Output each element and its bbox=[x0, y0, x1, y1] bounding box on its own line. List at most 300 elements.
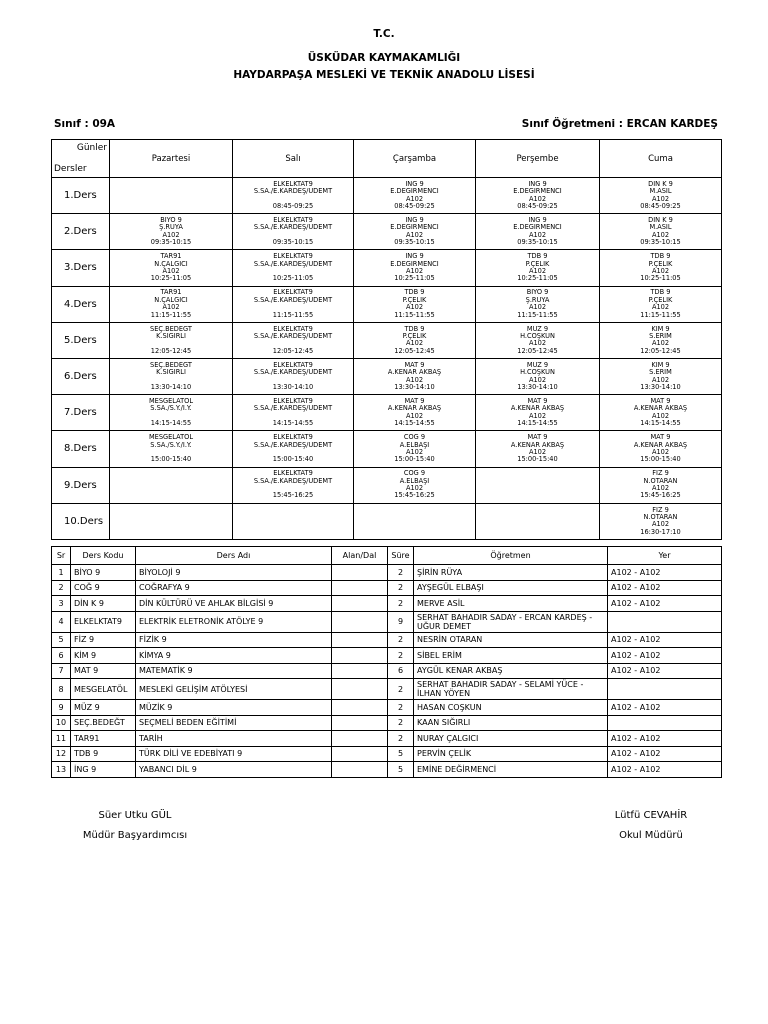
lesson-slot bbox=[600, 178, 722, 214]
teacher-cell: SERHAT BAHADIR SADAY - SELAMİ YÜCE - İLHAN YÖYEN bbox=[414, 679, 608, 700]
slot-line: 13:30-14:10 bbox=[517, 383, 558, 391]
day-header: Perşembe bbox=[476, 140, 600, 178]
teacher-cell: PERVİN ÇELİK bbox=[414, 746, 608, 762]
table-row bbox=[52, 611, 722, 632]
lesson-slot bbox=[600, 322, 722, 358]
lesson-slot bbox=[476, 467, 600, 503]
slot-line: 12:05-12:45 bbox=[394, 347, 435, 355]
field-branch-cell bbox=[332, 700, 388, 716]
slot-line: S.ERİM bbox=[649, 369, 672, 377]
lesson-slot bbox=[600, 503, 722, 539]
lesson-slot bbox=[110, 286, 233, 322]
schedule-corner-cell bbox=[52, 140, 110, 178]
lesson-slot bbox=[233, 431, 354, 467]
slot-line: 15:00-15:40 bbox=[394, 456, 435, 464]
schedule-body bbox=[52, 178, 722, 540]
lesson-slot bbox=[233, 178, 354, 214]
slot-line: A.KENAR AKBAŞ bbox=[510, 441, 565, 449]
slot-line: FİZ 9 bbox=[652, 470, 669, 478]
duration-cell: 2 bbox=[388, 731, 414, 747]
slot-line: A102 bbox=[405, 304, 424, 312]
lesson-slot bbox=[233, 214, 354, 250]
teacher-cell: MERVE ASİL bbox=[414, 596, 608, 612]
slot-line: 09:35-10:15 bbox=[517, 239, 558, 247]
slot-line: N.ÇALGICI bbox=[154, 296, 188, 304]
slot-line: 10:25-11:05 bbox=[272, 275, 314, 283]
header-school-name: HAYDARPAŞA MESLEKİ VE TEKNİK ANADOLU LİSESİ bbox=[233, 69, 535, 81]
slot-line: H.COŞKUN bbox=[520, 332, 555, 340]
period-label: 4.Ders bbox=[52, 286, 110, 322]
slot-line: 12:05-12:45 bbox=[517, 347, 558, 355]
day-header: Çarşamba bbox=[354, 140, 476, 178]
course-name-cell: YABANCI DİL 9 bbox=[136, 762, 332, 778]
slot-line: 09:35-10:15 bbox=[640, 239, 681, 247]
slot-line bbox=[110, 377, 232, 384]
location-cell: A102 - A102 bbox=[608, 700, 722, 716]
class-teacher-label: Sınıf Öğretmeni : ERCAN KARDEŞ bbox=[521, 118, 718, 130]
days-axis-label: Günler bbox=[76, 143, 107, 153]
lesson-slot bbox=[110, 395, 233, 431]
column-header: Ders Kodu bbox=[71, 547, 136, 565]
slot-line: MAT 9 bbox=[404, 361, 425, 369]
table-row bbox=[52, 596, 722, 612]
duration-cell: 2 bbox=[388, 700, 414, 716]
lesson-slot bbox=[476, 395, 600, 431]
slot-line: 09:35-10:15 bbox=[394, 239, 435, 247]
slot-line: MESGELATÖL bbox=[148, 434, 194, 442]
slot-line bbox=[233, 485, 353, 492]
slot-line: MAT 9 bbox=[527, 397, 548, 405]
table-row bbox=[52, 632, 722, 648]
lesson-slot bbox=[233, 358, 354, 394]
lesson-slot bbox=[354, 178, 476, 214]
slot-line: TAR91 bbox=[160, 289, 182, 297]
location-cell: A102 - A102 bbox=[608, 596, 722, 612]
slot-line: 12:05-12:45 bbox=[272, 347, 314, 355]
table-row bbox=[52, 663, 722, 679]
header-kaymakamlik: ÜSKÜDAR KAYMAKAMLIĞI bbox=[307, 52, 461, 64]
course-name-cell: TARİH bbox=[136, 731, 332, 747]
slot-line: H.COŞKUN bbox=[520, 369, 555, 377]
period-row bbox=[52, 358, 722, 394]
slot-line bbox=[233, 304, 353, 311]
slot-line: ELKELKTAT9 bbox=[273, 361, 313, 369]
lesson-slot bbox=[354, 322, 476, 358]
slot-line: ELKELKTAT9 bbox=[273, 325, 313, 333]
teacher-cell: NURAY ÇALGICI bbox=[414, 731, 608, 747]
slot-line: SEÇ.BEDEĞT bbox=[150, 361, 192, 369]
slot-line: 11:15-11:55 bbox=[150, 311, 192, 319]
slot-line: A102 bbox=[405, 267, 424, 275]
row-number-cell: 9 bbox=[52, 700, 71, 716]
slot-line: 12:05-12:45 bbox=[150, 347, 192, 355]
slot-line: 10:25-11:05 bbox=[150, 275, 192, 283]
slot-line: 08:45-09:25 bbox=[640, 202, 681, 210]
slot-line: TDB 9 bbox=[650, 253, 671, 261]
table-row bbox=[52, 731, 722, 747]
slot-line: A102 bbox=[405, 485, 424, 493]
slot-line: A.KENAR AKBAŞ bbox=[387, 405, 442, 413]
period-row bbox=[52, 467, 722, 503]
slot-line bbox=[233, 413, 353, 420]
day-header: Salı bbox=[233, 140, 354, 178]
course-code-cell: MAT 9 bbox=[71, 663, 136, 679]
slot-line: 08:45-09:25 bbox=[517, 202, 558, 210]
slot-line: A102 bbox=[162, 231, 180, 239]
slot-line: TAR91 bbox=[160, 253, 182, 261]
course-name-cell: BİYOLOJİ 9 bbox=[136, 565, 332, 581]
slot-line: 10:25-11:05 bbox=[517, 275, 558, 283]
field-branch-cell bbox=[332, 565, 388, 581]
row-number-cell: 11 bbox=[52, 731, 71, 747]
slot-line: DİN K 9 bbox=[648, 217, 673, 224]
column-header: Süre bbox=[388, 547, 414, 565]
lesson-slot bbox=[354, 395, 476, 431]
slot-line: E.DEĞİRMENCİ bbox=[390, 260, 439, 268]
slot-line: 11:15-11:55 bbox=[640, 311, 681, 319]
slot-line: S.SA./E.KARDEŞ/UDEMT bbox=[253, 441, 333, 449]
period-label: 10.Ders bbox=[52, 503, 110, 539]
teacher-cell: EMİNE DEĞİRMENCİ bbox=[414, 762, 608, 778]
course-name-cell: KİMYA 9 bbox=[136, 648, 332, 664]
slot-line: ELKELKTAT9 bbox=[273, 470, 313, 478]
slot-line: K.SIĞIRLI bbox=[156, 332, 186, 340]
slot-line: A102 bbox=[528, 412, 547, 420]
slot-line: 16:30-17:10 bbox=[640, 528, 681, 536]
slot-line: A.KENAR AKBAŞ bbox=[633, 405, 688, 413]
lesson-slot bbox=[233, 250, 354, 286]
duration-cell: 5 bbox=[388, 762, 414, 778]
duration-cell: 2 bbox=[388, 565, 414, 581]
slot-line: A102 bbox=[162, 304, 180, 312]
header-tc: T.C. bbox=[373, 28, 395, 40]
slot-line: E.DEĞİRMENCİ bbox=[390, 188, 439, 196]
teacher-cell: HASAN COŞKUN bbox=[414, 700, 608, 716]
lesson-slot bbox=[233, 395, 354, 431]
field-branch-cell bbox=[332, 762, 388, 778]
field-branch-cell bbox=[332, 715, 388, 731]
lesson-slot bbox=[600, 250, 722, 286]
period-row bbox=[52, 250, 722, 286]
slot-line: ELKELKTAT9 bbox=[273, 289, 313, 297]
slot-line: SEÇ.BEDEĞT bbox=[150, 325, 192, 333]
slot-line: P.ÇELİK bbox=[402, 296, 427, 304]
slot-line: S.SA./E.KARDEŞ/UDEMT bbox=[253, 332, 333, 340]
slot-line: DİN K 9 bbox=[648, 180, 673, 188]
slot-line: Ş.RÜYA bbox=[525, 296, 550, 304]
slot-line: P.ÇELİK bbox=[648, 260, 673, 268]
location-cell: A102 - A102 bbox=[608, 663, 722, 679]
course-list-table bbox=[51, 546, 722, 778]
field-branch-cell bbox=[332, 679, 388, 700]
slot-line: FİZ 9 bbox=[652, 506, 669, 514]
vice-principal-title: Müdür Başyardımcısı bbox=[82, 830, 188, 841]
table-row bbox=[52, 648, 722, 664]
course-code-cell: İNG 9 bbox=[71, 762, 136, 778]
slot-line: A102 bbox=[528, 448, 547, 456]
table-row bbox=[52, 679, 722, 700]
teacher-cell: KAAN SIĞIRLI bbox=[414, 715, 608, 731]
column-header: Sr bbox=[52, 547, 71, 565]
slot-line: 13:30-14:10 bbox=[150, 383, 192, 391]
slot-line: 11:15-11:55 bbox=[272, 311, 314, 319]
lesson-slot bbox=[600, 358, 722, 394]
row-number-cell: 2 bbox=[52, 580, 71, 596]
slot-line: S.SA./E.KARDEŞ/UDEMT bbox=[253, 260, 333, 268]
lesson-slot bbox=[233, 503, 354, 539]
slot-line: A102 bbox=[528, 195, 547, 203]
course-code-cell: MESGELATÖL bbox=[71, 679, 136, 700]
slot-line: ELKELKTAT9 bbox=[273, 397, 313, 405]
slot-line: E.DEĞİRMENCİ bbox=[513, 188, 562, 196]
slot-line: 14:15-14:55 bbox=[272, 420, 314, 428]
table-row bbox=[52, 565, 722, 581]
slot-line: 15:00-15:40 bbox=[640, 456, 681, 464]
teacher-cell: ŞİRİN RÜYA bbox=[414, 565, 608, 581]
slot-line: 15:00-15:40 bbox=[150, 456, 192, 464]
lesson-slot bbox=[476, 250, 600, 286]
slot-line: A102 bbox=[528, 340, 547, 348]
slot-line: MAT 9 bbox=[650, 434, 671, 442]
slot-line: ELKELKTAT9 bbox=[273, 217, 313, 224]
weekly-schedule-table bbox=[51, 139, 722, 540]
period-row bbox=[52, 214, 722, 250]
slot-line: A102 bbox=[528, 304, 547, 312]
slot-line: MÜZ 9 bbox=[526, 361, 549, 369]
period-label: 7.Ders bbox=[52, 395, 110, 431]
slot-line: 15:45-16:25 bbox=[394, 492, 435, 500]
slot-line: P.ÇELİK bbox=[525, 260, 550, 268]
lesson-slot bbox=[476, 322, 600, 358]
lesson-slot bbox=[354, 214, 476, 250]
slot-line: MAT 9 bbox=[650, 397, 671, 405]
lesson-slot bbox=[354, 358, 476, 394]
lesson-slot bbox=[476, 431, 600, 467]
slot-line bbox=[233, 268, 353, 275]
lesson-slot bbox=[354, 503, 476, 539]
lesson-slot bbox=[110, 322, 233, 358]
lesson-slot bbox=[354, 250, 476, 286]
course-name-cell: MÜZİK 9 bbox=[136, 700, 332, 716]
slot-line: ING 9 bbox=[405, 253, 424, 261]
period-label: 3.Ders bbox=[52, 250, 110, 286]
slot-line: A102 bbox=[405, 376, 424, 384]
slot-line bbox=[233, 340, 353, 347]
lesson-slot bbox=[600, 286, 722, 322]
slot-line: A102 bbox=[651, 195, 670, 203]
slot-line: 09:35-10:15 bbox=[150, 239, 192, 247]
period-row bbox=[52, 286, 722, 322]
slot-line: A.KENAR AKBAŞ bbox=[510, 405, 565, 413]
field-branch-cell bbox=[332, 731, 388, 747]
lesson-slot bbox=[354, 431, 476, 467]
table-row bbox=[52, 700, 722, 716]
course-code-cell: TDB 9 bbox=[71, 746, 136, 762]
slot-line: 10:25-11:05 bbox=[640, 275, 681, 283]
lesson-slot bbox=[110, 431, 233, 467]
slot-line: 14:15-14:55 bbox=[150, 420, 192, 428]
principal-title: Okul Müdürü bbox=[619, 830, 683, 841]
slot-line: 12:05-12:45 bbox=[640, 347, 681, 355]
course-name-cell: MATEMATİK 9 bbox=[136, 663, 332, 679]
course-name-cell: SEÇMELİ BEDEN EĞİTİMİ bbox=[136, 715, 332, 731]
slot-line: S.SA./E.KARDEŞ/UDEMT bbox=[253, 405, 333, 413]
slot-line: MÜZ 9 bbox=[526, 325, 549, 333]
course-code-cell: TAR91 bbox=[71, 731, 136, 747]
course-name-cell: DİN KÜLTÜRÜ VE AHLAK BİLGİSİ 9 bbox=[136, 596, 332, 612]
course-code-cell: KİM 9 bbox=[71, 648, 136, 664]
row-number-cell: 12 bbox=[52, 746, 71, 762]
lesson-slot bbox=[476, 358, 600, 394]
row-number-cell: 13 bbox=[52, 762, 71, 778]
course-name-cell: MESLEKİ GELİŞİM ATÖLYESİ bbox=[136, 679, 332, 700]
field-branch-cell bbox=[332, 648, 388, 664]
lesson-slot bbox=[476, 214, 600, 250]
field-branch-cell bbox=[332, 611, 388, 632]
duration-cell: 2 bbox=[388, 715, 414, 731]
slot-line: ING 9 bbox=[528, 217, 547, 224]
lesson-slot bbox=[476, 503, 600, 539]
lesson-slot bbox=[354, 286, 476, 322]
course-name-cell: TÜRK DİLİ VE EDEBİYATI 9 bbox=[136, 746, 332, 762]
slot-line: N.OTARAN bbox=[643, 513, 678, 521]
slot-line: TDB 9 bbox=[404, 325, 425, 333]
slot-line: E.DEĞİRMENCİ bbox=[513, 224, 562, 232]
slot-line: M.ASİL bbox=[649, 224, 672, 232]
period-row bbox=[52, 178, 722, 214]
row-number-cell: 4 bbox=[52, 611, 71, 632]
slot-line bbox=[110, 449, 232, 456]
lesson-slot bbox=[600, 214, 722, 250]
lesson-slot bbox=[354, 467, 476, 503]
lesson-slot bbox=[110, 358, 233, 394]
slot-line: A102 bbox=[651, 267, 670, 275]
field-branch-cell bbox=[332, 663, 388, 679]
slot-line: A102 bbox=[405, 412, 424, 420]
row-number-cell: 1 bbox=[52, 565, 71, 581]
slot-line: 09:35-10:15 bbox=[272, 239, 314, 247]
lesson-slot bbox=[110, 250, 233, 286]
slot-line: A102 bbox=[405, 448, 424, 456]
slot-line: ELKELKTAT9 bbox=[273, 253, 313, 261]
table-row bbox=[52, 715, 722, 731]
row-number-cell: 8 bbox=[52, 679, 71, 700]
course-code-cell: MÜZ 9 bbox=[71, 700, 136, 716]
slot-line: 08:45-09:25 bbox=[272, 202, 314, 210]
course-name-cell: FİZİK 9 bbox=[136, 632, 332, 648]
slot-line bbox=[233, 232, 353, 239]
lesson-slot bbox=[476, 178, 600, 214]
slot-line: S.SA./E.KARDEŞ/UDEMT bbox=[253, 224, 333, 232]
lesson-slot bbox=[110, 214, 233, 250]
location-cell bbox=[608, 611, 722, 632]
slot-line: ING 9 bbox=[405, 180, 424, 188]
field-branch-cell bbox=[332, 580, 388, 596]
slot-line: A.ELBAŞI bbox=[399, 477, 430, 485]
period-row bbox=[52, 322, 722, 358]
slot-line: A.KENAR AKBAŞ bbox=[387, 369, 442, 377]
lesson-slot bbox=[110, 467, 233, 503]
slot-line: ELKELKTAT9 bbox=[273, 434, 313, 442]
slot-line: 13:30-14:10 bbox=[272, 383, 314, 391]
column-header: Öğretmen bbox=[414, 547, 608, 565]
slot-line bbox=[233, 377, 353, 384]
lessons-axis-label: Dersler bbox=[54, 164, 87, 174]
slot-line: 15:45-16:25 bbox=[272, 492, 314, 500]
duration-cell: 9 bbox=[388, 611, 414, 632]
slot-line: A102 bbox=[405, 231, 424, 239]
row-number-cell: 5 bbox=[52, 632, 71, 648]
slot-line: A102 bbox=[651, 521, 670, 529]
slot-line bbox=[233, 449, 353, 456]
lesson-slot bbox=[476, 286, 600, 322]
slot-line: S.SA./E.KARDEŞ/UDEMT bbox=[253, 369, 333, 377]
period-row bbox=[52, 431, 722, 467]
row-number-cell: 3 bbox=[52, 596, 71, 612]
row-number-cell: 10 bbox=[52, 715, 71, 731]
course-code-cell: ELKELKTAT9 bbox=[71, 611, 136, 632]
course-code-cell: COĞ 9 bbox=[71, 580, 136, 596]
location-cell: A102 - A102 bbox=[608, 731, 722, 747]
slot-line: BİYO 9 bbox=[160, 217, 182, 224]
table-row bbox=[52, 746, 722, 762]
slot-line: K.SIĞIRLI bbox=[156, 369, 186, 377]
slot-line: BİYO 9 bbox=[526, 289, 549, 297]
location-cell: A102 - A102 bbox=[608, 580, 722, 596]
slot-line: KİM 9 bbox=[651, 361, 670, 369]
slot-line: M.ASİL bbox=[649, 188, 672, 196]
slot-line: A102 bbox=[651, 485, 670, 493]
slot-line: 14:15-14:55 bbox=[394, 420, 435, 428]
day-header: Pazartesi bbox=[110, 140, 233, 178]
slot-line: 11:15-11:55 bbox=[394, 311, 435, 319]
period-label: 5.Ders bbox=[52, 322, 110, 358]
course-code-cell: SEÇ.BEDEĞT bbox=[71, 715, 136, 731]
slot-line: 15:45-16:25 bbox=[640, 492, 681, 500]
location-cell bbox=[608, 679, 722, 700]
slot-line: S.SA./S.Y./İ.Y. bbox=[150, 441, 192, 449]
slot-line: 11:15-11:55 bbox=[517, 311, 558, 319]
slot-line: A102 bbox=[651, 448, 670, 456]
teacher-cell: SİBEL ERİM bbox=[414, 648, 608, 664]
lesson-slot bbox=[600, 395, 722, 431]
lesson-slot bbox=[110, 178, 233, 214]
slot-line: P.ÇELİK bbox=[648, 296, 673, 304]
lesson-slot bbox=[600, 431, 722, 467]
slot-line: N.ÇALGICI bbox=[154, 260, 188, 268]
lesson-slot bbox=[233, 286, 354, 322]
period-label: 2.Ders bbox=[52, 214, 110, 250]
duration-cell: 5 bbox=[388, 746, 414, 762]
slot-line: A102 bbox=[651, 340, 670, 348]
location-cell: A102 - A102 bbox=[608, 762, 722, 778]
slot-line: TDB 9 bbox=[650, 289, 671, 297]
course-name-cell: ELEKTRİK ELETRONİK ATÖLYE 9 bbox=[136, 611, 332, 632]
column-header: Alan/Dal bbox=[332, 547, 388, 565]
course-list-body bbox=[52, 565, 722, 778]
slot-line: COĞ 9 bbox=[403, 470, 426, 478]
lesson-slot bbox=[600, 467, 722, 503]
period-row bbox=[52, 503, 722, 539]
field-branch-cell bbox=[332, 596, 388, 612]
teacher-cell: AYŞEGÜL ELBAŞI bbox=[414, 580, 608, 596]
slot-line: A102 bbox=[405, 340, 424, 348]
slot-line: 15:00-15:40 bbox=[517, 456, 558, 464]
location-cell: A102 - A102 bbox=[608, 632, 722, 648]
day-header: Cuma bbox=[600, 140, 722, 178]
slot-line: P.ÇELİK bbox=[402, 332, 427, 340]
slot-line: Ş.RÜYA bbox=[159, 224, 183, 232]
